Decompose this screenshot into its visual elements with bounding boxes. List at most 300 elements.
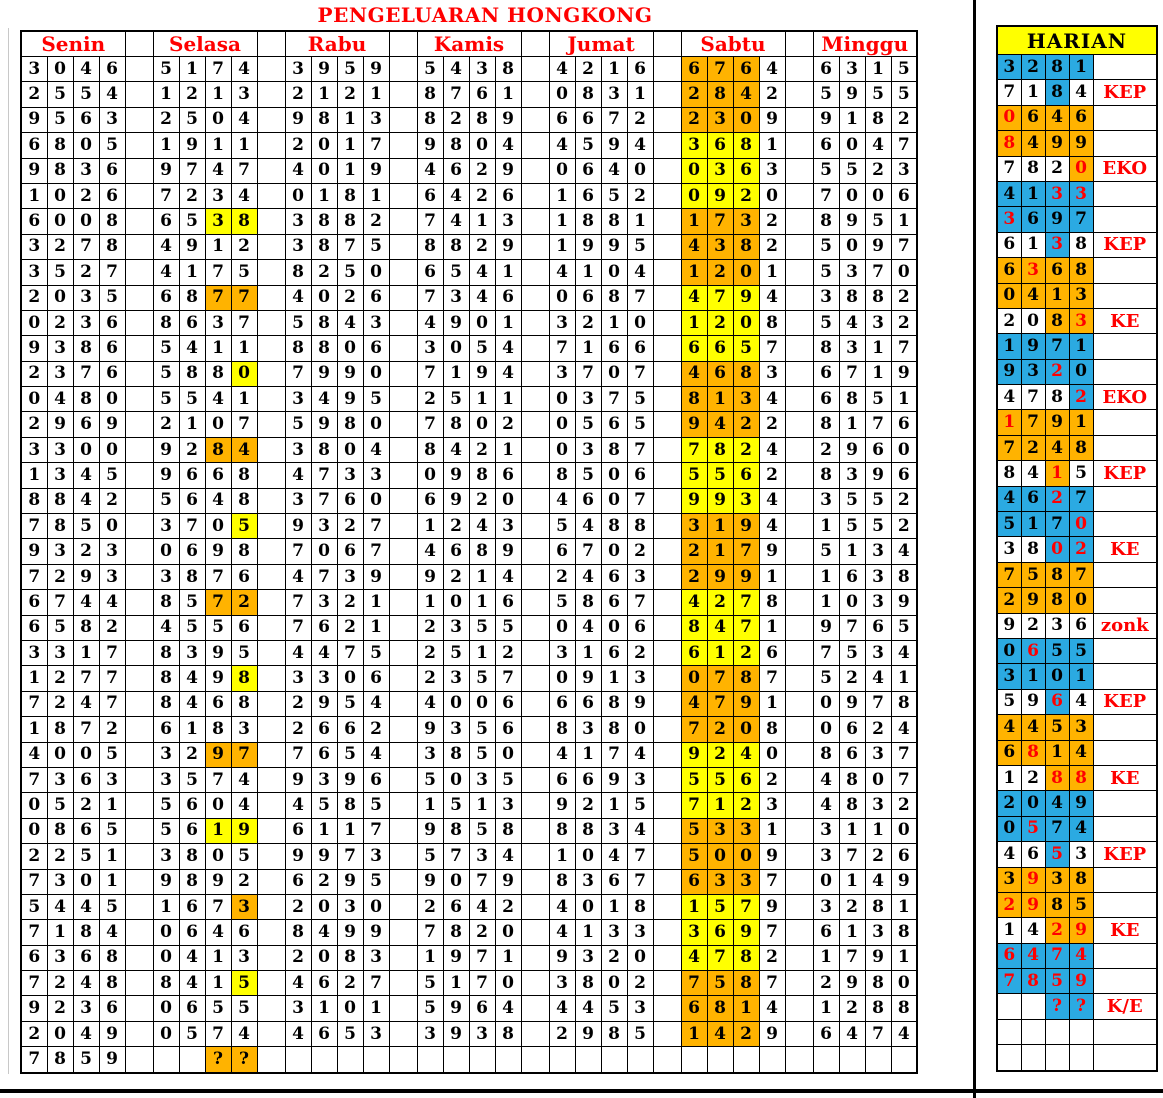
digit-cell: 5 xyxy=(99,463,125,488)
digit-cell: 2 xyxy=(21,412,47,437)
harian-digit-cell: 6 xyxy=(1069,613,1093,638)
digit-cell: 6 xyxy=(469,996,495,1021)
harian-digit-cell: 7 xyxy=(1045,816,1069,841)
digit-cell: 1 xyxy=(311,82,337,107)
digit-cell: 1 xyxy=(205,133,231,158)
spacer-cell xyxy=(521,742,549,767)
digit-cell: 2 xyxy=(707,590,733,615)
digit-cell: 0 xyxy=(865,767,891,792)
results-row xyxy=(21,260,917,285)
digit-cell: 4 xyxy=(627,260,653,285)
digit-cell: 4 xyxy=(363,437,389,462)
digit-cell: 7 xyxy=(73,361,99,386)
digit-cell: 5 xyxy=(363,234,389,259)
spacer-cell xyxy=(389,742,417,767)
harian-digit-cell: 0 xyxy=(997,283,1021,308)
digit-cell: 2 xyxy=(839,894,865,919)
digit-cell: 4 xyxy=(231,107,257,132)
digit-cell: 2 xyxy=(627,640,653,665)
digit-cell: 0 xyxy=(495,742,521,767)
digit-cell: 8 xyxy=(733,133,759,158)
digit-cell: 3 xyxy=(813,488,839,513)
digit-cell: 9 xyxy=(205,640,231,665)
digit-cell: 0 xyxy=(311,158,337,183)
results-row xyxy=(21,742,917,767)
digit-cell: 6 xyxy=(891,844,917,869)
digit-cell: 6 xyxy=(891,412,917,437)
digit-cell: 5 xyxy=(153,361,179,386)
harian-row xyxy=(997,207,1157,232)
digit-cell: 8 xyxy=(891,564,917,589)
digit-cell: 5 xyxy=(443,387,469,412)
spacer-cell xyxy=(653,107,681,132)
spacer-cell xyxy=(653,82,681,107)
digit-cell: 7 xyxy=(891,336,917,361)
digit-cell: 9 xyxy=(99,412,125,437)
digit-cell: 8 xyxy=(601,209,627,234)
spacer-cell xyxy=(653,158,681,183)
digit-cell: 9 xyxy=(417,717,443,742)
harian-label: zonk xyxy=(1093,613,1157,638)
digit-cell: 7 xyxy=(865,1021,891,1046)
digit-cell: 6 xyxy=(865,437,891,462)
digit-cell: 8 xyxy=(73,615,99,640)
spacer-cell xyxy=(257,412,285,437)
harian-row xyxy=(997,105,1157,130)
harian-digit-cell: 8 xyxy=(1021,969,1045,994)
harian-row xyxy=(997,232,1157,257)
digit-cell: 2 xyxy=(73,793,99,818)
header-spacer-cell xyxy=(521,31,549,57)
digit-cell: 6 xyxy=(601,590,627,615)
digit-cell: 0 xyxy=(495,971,521,996)
digit-cell: 5 xyxy=(443,260,469,285)
digit-cell: 1 xyxy=(417,514,443,539)
digit-cell: 0 xyxy=(99,514,125,539)
spacer-cell xyxy=(257,361,285,386)
digit-cell: 1 xyxy=(759,818,785,843)
harian-row xyxy=(997,943,1157,968)
digit-cell: 3 xyxy=(73,310,99,335)
digit-cell: 1 xyxy=(575,640,601,665)
digit-cell: 7 xyxy=(443,82,469,107)
harian-digit-cell xyxy=(1045,1019,1069,1044)
digit-cell xyxy=(285,1047,311,1073)
digit-cell: 6 xyxy=(839,717,865,742)
spacer-cell xyxy=(785,463,813,488)
digit-cell: 0 xyxy=(759,742,785,767)
digit-cell: 6 xyxy=(495,590,521,615)
digit-cell: 0 xyxy=(627,158,653,183)
spacer-cell xyxy=(389,488,417,513)
digit-cell: 3 xyxy=(47,767,73,792)
digit-cell: 1 xyxy=(153,894,179,919)
digit-cell: 6 xyxy=(231,920,257,945)
digit-cell: 8 xyxy=(707,996,733,1021)
digit-cell: 9 xyxy=(417,133,443,158)
spacer-cell xyxy=(785,336,813,361)
digit-cell: 6 xyxy=(231,615,257,640)
digit-cell: 7 xyxy=(285,590,311,615)
digit-cell: 1 xyxy=(99,869,125,894)
digit-cell: 2 xyxy=(231,234,257,259)
digit-cell: 1 xyxy=(469,793,495,818)
digit-cell: 9 xyxy=(47,412,73,437)
digit-cell: 5 xyxy=(839,640,865,665)
digit-cell: 8 xyxy=(443,234,469,259)
digit-cell: 1 xyxy=(179,717,205,742)
spacer-cell xyxy=(521,183,549,208)
digit-cell: 4 xyxy=(337,310,363,335)
digit-cell: 4 xyxy=(627,742,653,767)
digit-cell: 0 xyxy=(891,260,917,285)
digit-cell: 9 xyxy=(839,82,865,107)
digit-cell: 1 xyxy=(205,818,231,843)
harian-digit-cell: 0 xyxy=(1069,156,1093,181)
digit-cell: 7 xyxy=(73,717,99,742)
digit-cell: 8 xyxy=(601,437,627,462)
digit-cell: 6 xyxy=(759,640,785,665)
digit-cell: 7 xyxy=(21,869,47,894)
results-row xyxy=(21,920,917,945)
harian-table xyxy=(996,25,1158,1072)
spacer-cell xyxy=(653,412,681,437)
spacer-cell xyxy=(389,310,417,335)
harian-digit-cell: 4 xyxy=(1021,461,1045,486)
header-spacer-cell xyxy=(785,31,813,57)
harian-row xyxy=(997,1019,1157,1044)
digit-cell: 3 xyxy=(495,209,521,234)
digit-cell: 0 xyxy=(47,57,73,82)
digit-cell: 6 xyxy=(231,564,257,589)
digit-cell: 6 xyxy=(99,310,125,335)
digit-cell: 4 xyxy=(285,1021,311,1046)
digit-cell: 5 xyxy=(153,818,179,843)
digit-cell: 7 xyxy=(417,285,443,310)
digit-cell: 9 xyxy=(733,564,759,589)
harian-digit-cell: 5 xyxy=(1069,461,1093,486)
spacer-cell xyxy=(257,590,285,615)
harian-digit-cell: 2 xyxy=(1021,613,1045,638)
digit-cell: 5 xyxy=(153,336,179,361)
digit-cell: 9 xyxy=(311,412,337,437)
digit-cell: 5 xyxy=(707,767,733,792)
digit-cell: 1 xyxy=(707,640,733,665)
digit-cell: 5 xyxy=(681,818,707,843)
spacer-cell xyxy=(785,615,813,640)
digit-cell: 8 xyxy=(417,437,443,462)
spacer-cell xyxy=(389,818,417,843)
digit-cell: 0 xyxy=(205,793,231,818)
digit-cell: 0 xyxy=(73,133,99,158)
digit-cell: 7 xyxy=(469,945,495,970)
digit-cell: 9 xyxy=(759,107,785,132)
digit-cell: 2 xyxy=(627,539,653,564)
digit-cell: 2 xyxy=(179,82,205,107)
digit-cell: 6 xyxy=(601,336,627,361)
digit-cell: 0 xyxy=(73,742,99,767)
results-table xyxy=(20,30,918,1074)
digit-cell: 4 xyxy=(205,920,231,945)
digit-cell: 6 xyxy=(179,894,205,919)
spacer-cell xyxy=(653,463,681,488)
harian-label xyxy=(1093,410,1157,435)
harian-digit-cell: 4 xyxy=(1021,918,1045,943)
digit-cell: 1 xyxy=(759,133,785,158)
digit-cell: 2 xyxy=(759,412,785,437)
digit-cell: 7 xyxy=(601,387,627,412)
digit-cell: 2 xyxy=(627,971,653,996)
digit-cell: 8 xyxy=(285,920,311,945)
digit-cell: 3 xyxy=(733,209,759,234)
digit-cell: 1 xyxy=(549,844,575,869)
digit-cell: 7 xyxy=(707,945,733,970)
digit-cell: 0 xyxy=(601,488,627,513)
digit-cell: 0 xyxy=(21,818,47,843)
digit-cell: 3 xyxy=(285,209,311,234)
digit-cell: 7 xyxy=(681,971,707,996)
digit-cell: 6 xyxy=(73,412,99,437)
harian-label xyxy=(1093,969,1157,994)
digit-cell: 3 xyxy=(205,183,231,208)
spacer-cell xyxy=(653,691,681,716)
harian-digit-cell: 1 xyxy=(1069,55,1093,80)
digit-cell: 4 xyxy=(417,310,443,335)
digit-cell: 9 xyxy=(231,818,257,843)
digit-cell: 6 xyxy=(707,361,733,386)
digit-cell: 8 xyxy=(443,412,469,437)
digit-cell: 2 xyxy=(231,590,257,615)
spacer-cell xyxy=(389,463,417,488)
digit-cell: 4 xyxy=(601,844,627,869)
digit-cell: 0 xyxy=(443,869,469,894)
digit-cell: 6 xyxy=(21,209,47,234)
spacer-cell xyxy=(125,564,153,589)
digit-cell xyxy=(601,1047,627,1073)
digit-cell: 5 xyxy=(681,767,707,792)
digit-cell: 0 xyxy=(231,361,257,386)
digit-cell: 0 xyxy=(681,183,707,208)
digit-cell: 4 xyxy=(681,361,707,386)
harian-label: KEP xyxy=(1093,842,1157,867)
digit-cell: 1 xyxy=(495,437,521,462)
digit-cell: 6 xyxy=(891,183,917,208)
digit-cell: 1 xyxy=(179,260,205,285)
digit-cell: 4 xyxy=(759,996,785,1021)
spacer-cell xyxy=(389,412,417,437)
digit-cell: 7 xyxy=(495,666,521,691)
digit-cell: 8 xyxy=(627,514,653,539)
digit-cell: 2 xyxy=(469,488,495,513)
spacer-cell xyxy=(653,767,681,792)
digit-cell: 0 xyxy=(627,945,653,970)
digit-cell: 3 xyxy=(733,488,759,513)
digit-cell: 0 xyxy=(153,920,179,945)
digit-cell: 8 xyxy=(839,793,865,818)
digit-cell: 9 xyxy=(839,437,865,462)
digit-cell: 7 xyxy=(337,640,363,665)
digit-cell: 7 xyxy=(99,691,125,716)
results-row xyxy=(21,57,917,82)
digit-cell: 5 xyxy=(417,971,443,996)
digit-cell: 5 xyxy=(813,82,839,107)
digit-cell: 3 xyxy=(707,234,733,259)
digit-cell: 0 xyxy=(549,666,575,691)
harian-digit-cell xyxy=(1069,1045,1093,1071)
spacer-cell xyxy=(125,793,153,818)
spacer-cell xyxy=(389,590,417,615)
harian-label: KE xyxy=(1093,537,1157,562)
digit-cell: 3 xyxy=(575,869,601,894)
digit-cell: 0 xyxy=(601,615,627,640)
digit-cell: 3 xyxy=(813,894,839,919)
digit-cell: 5 xyxy=(363,793,389,818)
digit-cell: 5 xyxy=(99,133,125,158)
digit-cell: 6 xyxy=(813,133,839,158)
harian-digit-cell: 2 xyxy=(997,892,1021,917)
digit-cell: 7 xyxy=(205,57,231,82)
digit-cell: 2 xyxy=(681,107,707,132)
digit-cell: 0 xyxy=(733,844,759,869)
digit-cell: 0 xyxy=(469,412,495,437)
digit-cell: 4 xyxy=(759,387,785,412)
digit-cell: 3 xyxy=(231,82,257,107)
spacer-cell xyxy=(521,260,549,285)
page-title: PENGELUARAN HONGKONG xyxy=(317,3,653,27)
spacer-cell xyxy=(785,514,813,539)
harian-row xyxy=(997,334,1157,359)
digit-cell: 1 xyxy=(549,209,575,234)
digit-cell: 7 xyxy=(231,412,257,437)
results-row xyxy=(21,514,917,539)
digit-cell: 0 xyxy=(311,894,337,919)
results-row xyxy=(21,463,917,488)
digit-cell: 4 xyxy=(311,640,337,665)
digit-cell: 2 xyxy=(839,996,865,1021)
harian-row xyxy=(997,562,1157,587)
digit-cell: 7 xyxy=(417,412,443,437)
digit-cell: 5 xyxy=(549,590,575,615)
digit-cell: 3 xyxy=(495,514,521,539)
spacer-cell xyxy=(125,996,153,1021)
digit-cell: 9 xyxy=(363,920,389,945)
digit-cell: 1 xyxy=(759,564,785,589)
spacer-cell xyxy=(653,133,681,158)
spacer-cell xyxy=(125,691,153,716)
results-row xyxy=(21,412,917,437)
digit-cell: 7 xyxy=(839,615,865,640)
digit-cell: 4 xyxy=(417,691,443,716)
digit-cell: 1 xyxy=(575,742,601,767)
spacer-cell xyxy=(785,412,813,437)
digit-cell: 9 xyxy=(205,666,231,691)
digit-cell: 6 xyxy=(21,945,47,970)
digit-cell: 7 xyxy=(205,894,231,919)
day-header-minggu: Minggu xyxy=(813,31,917,57)
digit-cell: 3 xyxy=(469,767,495,792)
digit-cell: 4 xyxy=(443,209,469,234)
digit-cell: 3 xyxy=(469,57,495,82)
harian-digit-cell: 5 xyxy=(997,512,1021,537)
digit-cell: 1 xyxy=(813,514,839,539)
spacer-cell xyxy=(389,82,417,107)
digit-cell: 1 xyxy=(363,590,389,615)
spacer-cell xyxy=(653,336,681,361)
digit-cell: 9 xyxy=(363,158,389,183)
digit-cell: 2 xyxy=(47,310,73,335)
digit-cell: 3 xyxy=(549,640,575,665)
digit-cell: 8 xyxy=(73,336,99,361)
digit-cell: 7 xyxy=(627,437,653,462)
digit-cell: 7 xyxy=(865,691,891,716)
digit-cell: 6 xyxy=(311,615,337,640)
digit-cell: 9 xyxy=(681,412,707,437)
digit-cell xyxy=(443,1047,469,1073)
digit-cell: 6 xyxy=(179,539,205,564)
spacer-cell xyxy=(785,387,813,412)
spacer-cell xyxy=(785,945,813,970)
harian-digit-cell: 3 xyxy=(1045,867,1069,892)
digit-cell: 9 xyxy=(759,1021,785,1046)
digit-cell: 1 xyxy=(839,920,865,945)
digit-cell: 6 xyxy=(417,260,443,285)
harian-digit-cell: 8 xyxy=(1045,765,1069,790)
digit-cell: 4 xyxy=(205,488,231,513)
harian-label xyxy=(1093,715,1157,740)
harian-digit-cell: 0 xyxy=(1021,791,1045,816)
digit-cell: 8 xyxy=(179,285,205,310)
digit-cell: 4 xyxy=(285,971,311,996)
digit-cell: 8 xyxy=(495,57,521,82)
spacer-cell xyxy=(125,412,153,437)
digit-cell: 4 xyxy=(73,488,99,513)
digit-cell: 6 xyxy=(495,285,521,310)
digit-cell: 4 xyxy=(813,767,839,792)
digit-cell: 7 xyxy=(759,920,785,945)
spacer-cell xyxy=(521,82,549,107)
digit-cell: 2 xyxy=(363,209,389,234)
results-row xyxy=(21,234,917,259)
harian-row xyxy=(997,1045,1157,1071)
digit-cell: 7 xyxy=(681,793,707,818)
digit-cell: 6 xyxy=(813,57,839,82)
digit-cell: 8 xyxy=(285,336,311,361)
digit-cell: 7 xyxy=(205,1021,231,1046)
digit-cell: 8 xyxy=(231,488,257,513)
digit-cell: 7 xyxy=(627,488,653,513)
digit-cell: 0 xyxy=(813,869,839,894)
digit-cell: 1 xyxy=(627,82,653,107)
spacer-cell xyxy=(653,717,681,742)
harian-digit-cell: 3 xyxy=(997,537,1021,562)
digit-cell: 5 xyxy=(363,869,389,894)
spacer-cell xyxy=(653,209,681,234)
harian-digit-cell: 0 xyxy=(1045,664,1069,689)
digit-cell: 1 xyxy=(495,260,521,285)
digit-cell: 6 xyxy=(337,717,363,742)
digit-cell: 3 xyxy=(363,945,389,970)
digit-cell: 2 xyxy=(759,209,785,234)
digit-cell: 0 xyxy=(47,742,73,767)
digit-cell: 4 xyxy=(839,1021,865,1046)
digit-cell: 7 xyxy=(759,336,785,361)
digit-cell: 7 xyxy=(627,361,653,386)
digit-cell: 0 xyxy=(733,310,759,335)
digit-cell: 1 xyxy=(575,920,601,945)
digit-cell: 9 xyxy=(153,437,179,462)
digit-cell: 9 xyxy=(21,539,47,564)
digit-cell: 5 xyxy=(813,539,839,564)
